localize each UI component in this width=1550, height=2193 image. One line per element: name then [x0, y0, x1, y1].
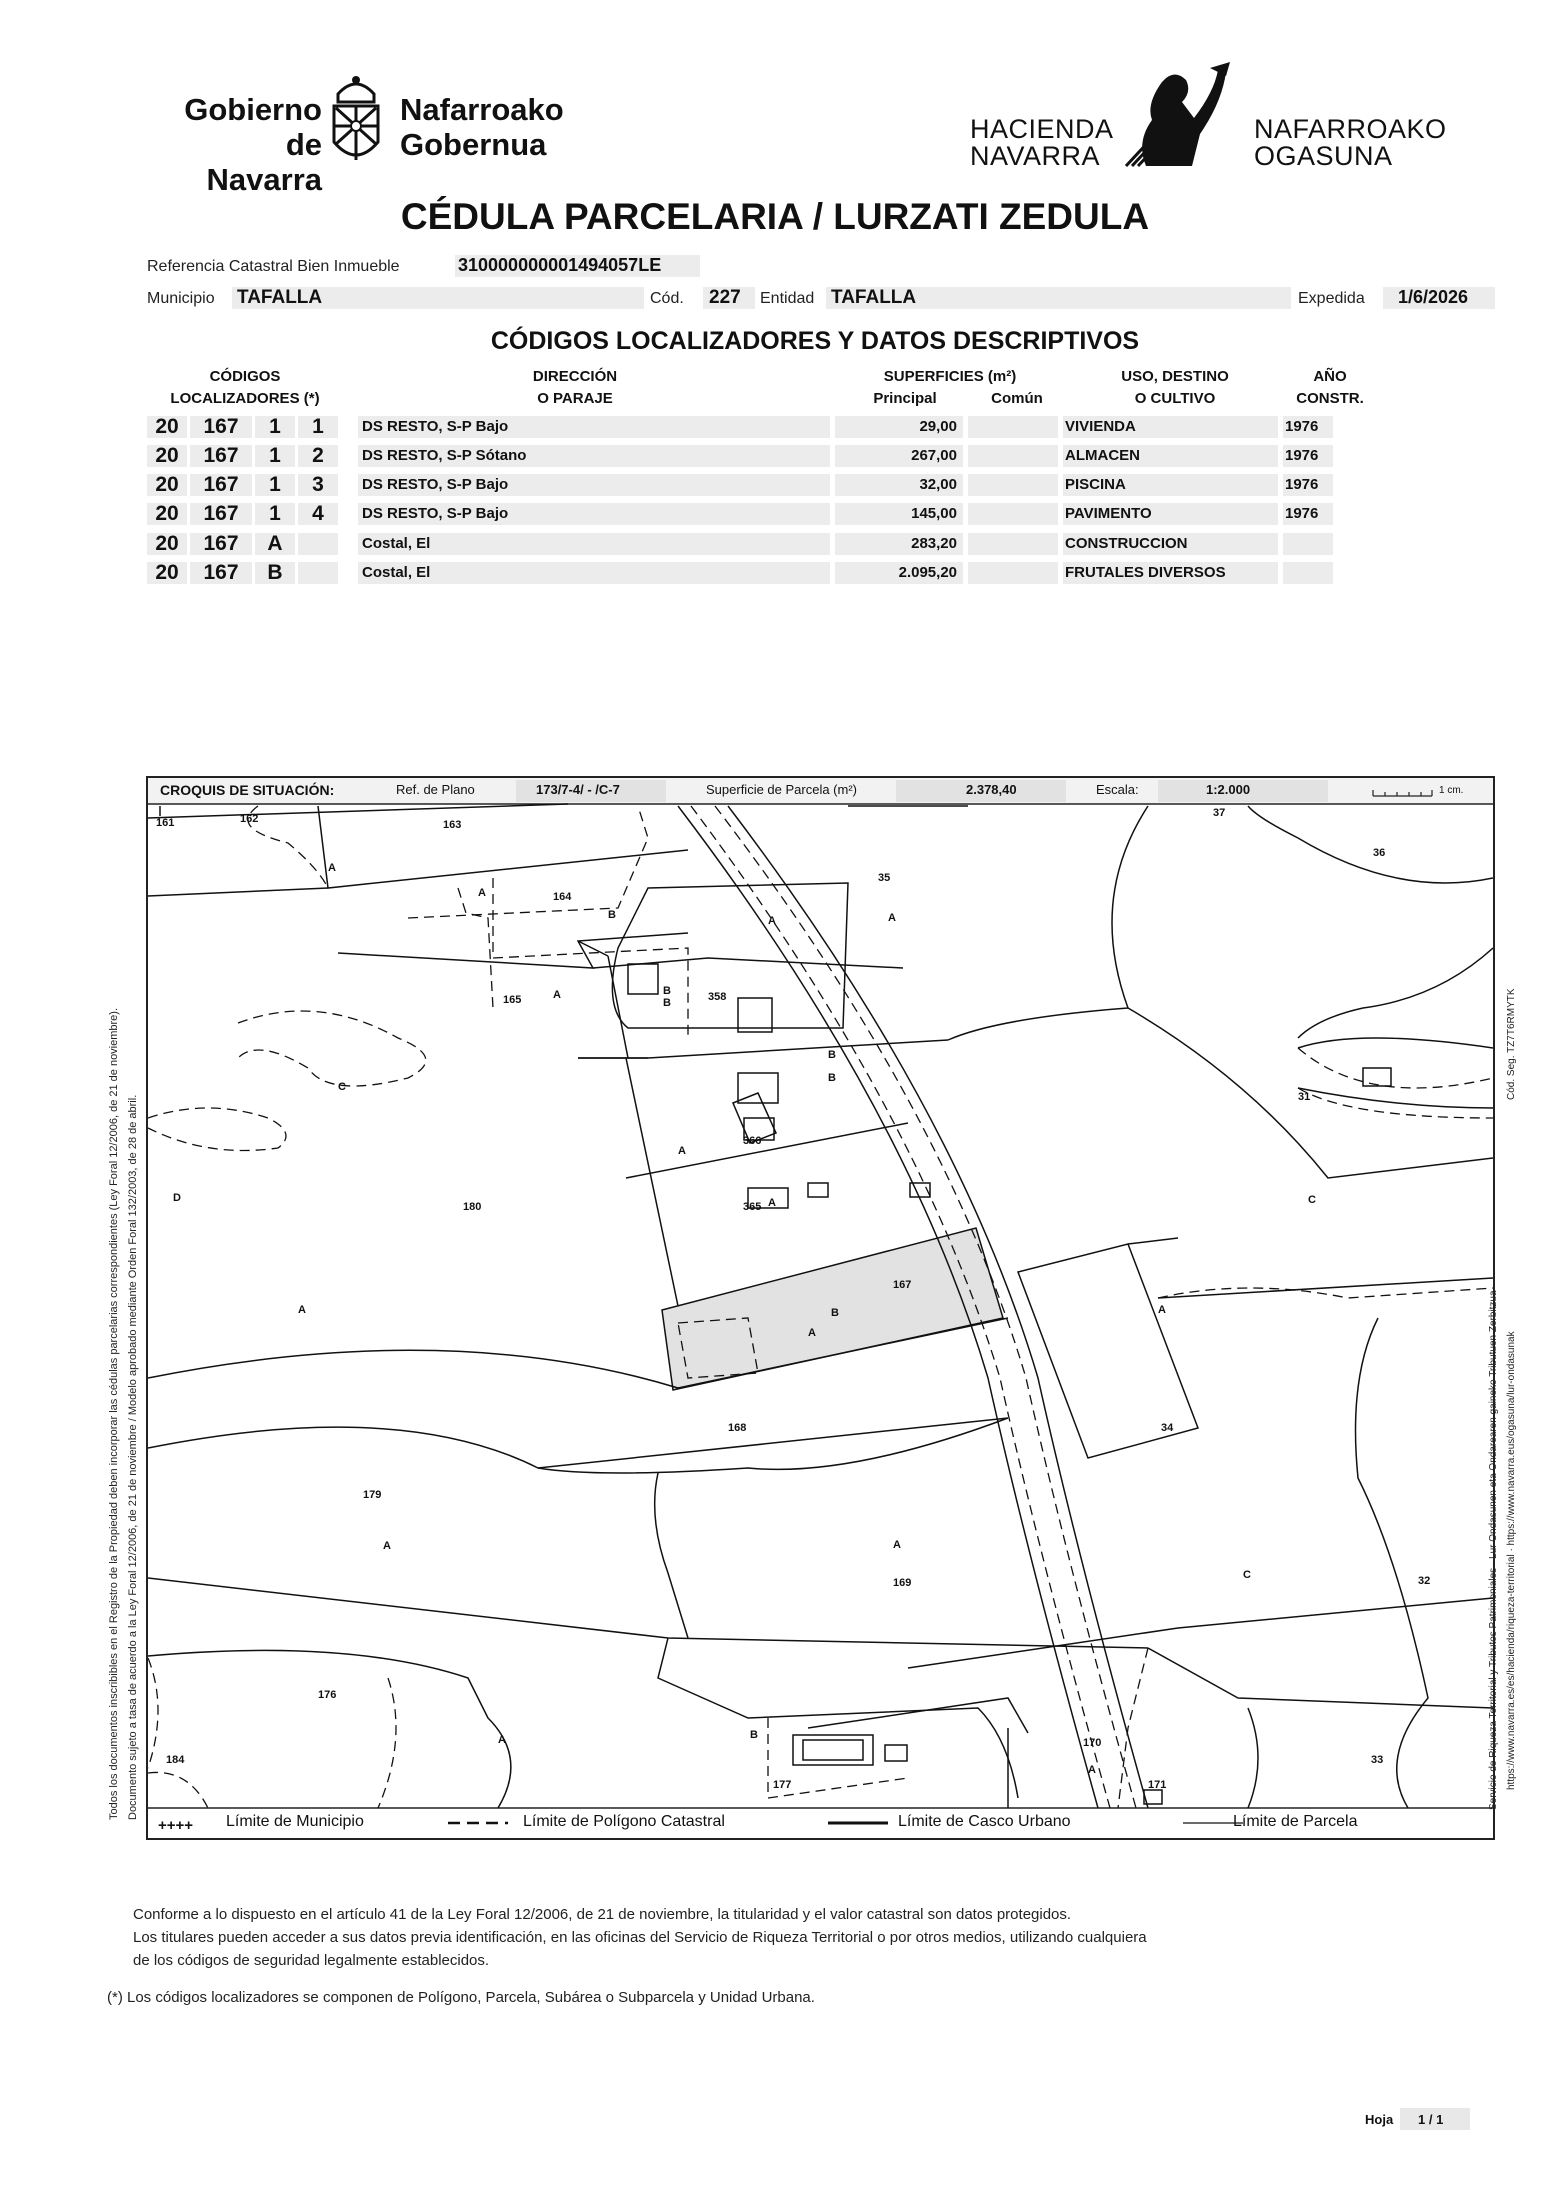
map-label: A	[328, 862, 336, 874]
map-label: D	[173, 1192, 181, 1204]
map-label: 179	[363, 1489, 382, 1501]
map-label: B	[608, 909, 616, 921]
entidad-value: TAFALLA	[831, 287, 917, 308]
map-label: 176	[318, 1689, 337, 1701]
table-cell-anio: 1976	[1283, 416, 1333, 438]
croquis-label: CROQUIS DE SITUACIÓN:	[160, 782, 335, 798]
table-cell-principal: 267,00	[835, 445, 963, 467]
table-cell-c3: 1	[255, 445, 295, 467]
header-anio-line1: AÑO	[1313, 368, 1347, 385]
hacienda-line-2: NAVARRA	[970, 141, 1101, 171]
table-cell-principal: 283,20	[835, 533, 963, 555]
footnote: (*) Los códigos localizadores se componen de Polígono, Parcela, Subárea o Subparcela y Unidad Urbana.	[107, 1989, 815, 2006]
cod-label: Cód.	[650, 290, 684, 307]
table-cell-c1: 20	[147, 503, 187, 525]
table-cell-comun	[968, 416, 1058, 438]
table-cell-c1: 20	[147, 533, 187, 555]
map-label: C	[1308, 1194, 1316, 1206]
section-subtitle: CÓDIGOS LOCALIZADORES Y DATOS DESCRIPTIVOS	[490, 327, 1140, 355]
table-cell-anio	[1283, 533, 1333, 555]
gov-line-3: Nafarroako	[400, 92, 564, 127]
legend-casco: Límite de Casco Urbano	[898, 1813, 1071, 1830]
map-label: 161	[156, 817, 175, 829]
table-cell-anio: 1976	[1283, 474, 1333, 496]
hoja-value: 1 / 1	[1418, 2112, 1444, 2127]
map-label: B	[828, 1049, 836, 1061]
table-cell-dir: DS RESTO, S-P Bajo	[358, 503, 830, 525]
table-cell-anio: 1976	[1283, 445, 1333, 467]
table-cell-c4	[298, 533, 338, 555]
map-label: 36	[1373, 847, 1386, 859]
hacienda-text-es	[970, 116, 1114, 170]
header-uso-line2: O CULTIVO	[1134, 390, 1216, 407]
municipio-label: Municipio	[147, 290, 215, 307]
expedida-value: 1/6/2026	[1398, 287, 1469, 307]
table-cell-c2: 167	[190, 533, 252, 555]
hacienda-line-1: HACIENDA	[970, 114, 1114, 144]
header-superficies: SUPERFICIES (m²)	[883, 368, 1017, 385]
map-label: A	[768, 915, 776, 927]
map-label: 169	[893, 1577, 912, 1589]
ref-value: 310000000001494057LE	[458, 255, 662, 275]
hoja-label: Hoja	[1365, 2112, 1394, 2127]
table-cell-c4: 3	[298, 474, 338, 496]
map-label: 168	[728, 1422, 747, 1434]
map-label: A	[1088, 1764, 1096, 1776]
table-cell-c3: B	[255, 562, 295, 584]
scalebar-label: 1 cm.	[1439, 785, 1464, 796]
table-cell-principal: 29,00	[835, 416, 963, 438]
side-legal-note-1: Todos los documentos inscribibles en el Registro de la Propiedad deben incorporar las cédulas parcelarias correspondientes (Ley Foral 12/2006, de 21 de noviembre).	[108, 1007, 120, 1820]
map-label: A	[808, 1327, 816, 1339]
table-cell-c4: 2	[298, 445, 338, 467]
side-url-note: https://www.navarra.es/es/hacienda/riqueza-territorial · https://www.navarra.eus/ogasuna/lur-ondasunak	[1506, 1331, 1517, 1790]
table-cell-c1: 20	[147, 562, 187, 584]
expedida-label: Expedida	[1298, 290, 1365, 307]
table-cell-c3: 1	[255, 474, 295, 496]
legend-parcela: Límite de Parcela	[1233, 1813, 1358, 1830]
table-cell-comun	[968, 533, 1058, 555]
map-label: 171	[1148, 1779, 1167, 1791]
header-anio	[1285, 366, 1375, 410]
map-label: 365	[743, 1201, 762, 1213]
gov-logo-text-es	[172, 92, 322, 197]
table-cell-c1: 20	[147, 474, 187, 496]
superficie-label: Superficie de Parcela (m²)	[706, 782, 857, 797]
ref-plano-value: 173/7-4/ - /C-7	[536, 782, 620, 797]
table-cell-dir: DS RESTO, S-P Bajo	[358, 416, 830, 438]
side-legal-note-2: Documento sujeto a tasa de acuerdo a la Ley Foral 12/2006, de 21 de noviembre / Modelo aprobado mediante Orden Foral 132/2003, de 28 de abril.	[127, 1094, 139, 1820]
map-label: 163	[443, 819, 462, 831]
map-label: 164	[553, 891, 572, 903]
map-label: 358	[708, 991, 727, 1003]
map-label: B	[831, 1307, 839, 1319]
table-cell-uso: PAVIMENTO	[1063, 503, 1278, 525]
map-label: C	[338, 1081, 346, 1093]
map-label: B	[828, 1072, 836, 1084]
map-label: A	[478, 887, 486, 899]
map-label: 366	[743, 1135, 762, 1147]
legal-note-line-2: Los titulares pueden acceder a sus datos previa identificación, en las oficinas del Servicio de Riqueza Territorial o por otros medios, utilizando cualquiera	[133, 1929, 1147, 1946]
ref-label: Referencia Catastral Bien Inmueble	[147, 258, 400, 275]
hacienda-figure-icon	[1122, 62, 1232, 170]
map-label: 33	[1371, 1754, 1384, 1766]
ref-plano-label: Ref. de Plano	[396, 782, 475, 797]
map-label: 31	[1298, 1091, 1311, 1103]
header-direccion-line2: O PARAJE	[537, 390, 613, 407]
gobierno-navarra-logo	[145, 72, 575, 197]
superficie-value: 2.378,40	[966, 782, 1017, 797]
gov-line-4: Gobernua	[400, 127, 547, 162]
table-cell-c2: 167	[190, 474, 252, 496]
header-direccion	[425, 366, 725, 410]
legal-note-line-3: de los códigos de seguridad legalmente establecidos.	[133, 1952, 490, 1969]
table-cell-comun	[968, 562, 1058, 584]
map-label: A	[383, 1540, 391, 1552]
gov-line-2: de Navarra	[206, 127, 322, 197]
table-cell-uso: FRUTALES DIVERSOS	[1063, 562, 1278, 584]
table-cell-uso: VIVIENDA	[1063, 416, 1278, 438]
table-cell-uso: PISCINA	[1063, 474, 1278, 496]
map-label: A	[553, 989, 561, 1001]
map-label: B	[663, 997, 671, 1009]
table-cell-c2: 167	[190, 416, 252, 438]
table-cell-c1: 20	[147, 416, 187, 438]
table-cell-dir: Costal, El	[358, 533, 830, 555]
map-canvas	[148, 778, 1493, 1838]
table-cell-comun	[968, 474, 1058, 496]
table-cell-c3: A	[255, 533, 295, 555]
map-label: 177	[773, 1779, 792, 1791]
table-cell-c1: 20	[147, 445, 187, 467]
table-cell-comun	[968, 445, 1058, 467]
table-cell-c4: 4	[298, 503, 338, 525]
table-cell-c3: 1	[255, 503, 295, 525]
escala-value: 1:2.000	[1206, 782, 1251, 797]
map-label: 184	[166, 1754, 185, 1766]
header-codigos-line1: CÓDIGOS	[209, 368, 281, 385]
hacienda-line-4: OGASUNA	[1254, 141, 1393, 171]
map-label: 170	[1083, 1737, 1102, 1749]
table-cell-c2: 167	[190, 445, 252, 467]
side-security-code: Cód. Seg. TZ7T6RMYTK	[1506, 988, 1517, 1100]
table-cell-dir: Costal, El	[358, 562, 830, 584]
side-service-note: Servicio de Riqueza Territorial y Tributos Patrimoniales · Lur Ondasunen eta Ondarearen gaineko Tributuen Zerbitzua	[1488, 1290, 1499, 1810]
legal-notes	[133, 1903, 1147, 1972]
map-label: 165	[503, 994, 522, 1006]
table-cell-uso: ALMACEN	[1063, 445, 1278, 467]
table-cell-uso: CONSTRUCCION	[1063, 533, 1278, 555]
header-codigos	[150, 366, 340, 410]
cod-value: 227	[709, 287, 741, 308]
header-codigos-line2: LOCALIZADORES (*)	[170, 390, 320, 407]
map-label: B	[750, 1729, 758, 1741]
table-cell-c4: 1	[298, 416, 338, 438]
header-anio-line2: CONSTR.	[1296, 390, 1364, 407]
legend-municipio: Límite de Municipio	[226, 1813, 364, 1830]
navarra-coat-of-arms-icon	[328, 72, 384, 168]
map-label: A	[888, 912, 896, 924]
map-label: 37	[1213, 807, 1226, 819]
legal-note-line-1: Conforme a lo dispuesto en el artículo 41 de la Ley Foral 12/2006, de 21 de noviembre, la titularidad y el valor catastral son datos protegidos.	[133, 1906, 1072, 1923]
escala-label: Escala:	[1096, 782, 1139, 797]
table-cell-dir: DS RESTO, S-P Bajo	[358, 474, 830, 496]
map-label: 34	[1161, 1422, 1174, 1434]
situation-map	[146, 776, 1495, 1840]
map-label: C	[1243, 1569, 1251, 1581]
hacienda-text-eu	[1254, 116, 1447, 170]
map-label: A	[678, 1145, 686, 1157]
gov-line-1: Gobierno	[184, 92, 322, 127]
header-uso	[1075, 366, 1275, 410]
map-label: 35	[878, 872, 891, 884]
table-cell-principal: 145,00	[835, 503, 963, 525]
table-cell-comun	[968, 503, 1058, 525]
map-label: A	[298, 1304, 306, 1316]
hacienda-navarra-logo	[970, 62, 1450, 172]
table-cell-anio: 1976	[1283, 503, 1333, 525]
header-direccion-line1: DIRECCIÓN	[532, 368, 618, 385]
map-label: B	[663, 985, 671, 997]
map-label: 162	[240, 813, 259, 825]
table-cell-principal: 32,00	[835, 474, 963, 496]
table-cell-c2: 167	[190, 503, 252, 525]
municipio-value: TAFALLA	[237, 287, 323, 308]
table-cell-dir: DS RESTO, S-P Sótano	[358, 445, 830, 467]
entidad-label: Entidad	[760, 290, 815, 307]
map-label: A	[768, 1197, 776, 1209]
table-cell-c3: 1	[255, 416, 295, 438]
table-cell-principal: 2.095,20	[835, 562, 963, 584]
legend-poligono: Límite de Polígono Catastral	[523, 1813, 725, 1830]
document-title: CÉDULA PARCELARIA / LURZATI ZEDULA	[400, 196, 1150, 237]
table-cell-c2: 167	[190, 562, 252, 584]
header-comun: Común	[991, 390, 1043, 407]
table-cell-c4	[298, 562, 338, 584]
map-label: 167	[893, 1279, 912, 1291]
header-principal: Principal	[873, 390, 937, 407]
map-label: A	[1158, 1304, 1166, 1316]
gov-logo-text-eu	[400, 92, 564, 162]
map-label: A	[893, 1539, 901, 1551]
map-label: 180	[463, 1201, 482, 1213]
header-uso-line1: USO, DESTINO	[1121, 368, 1229, 385]
map-label: A	[498, 1734, 506, 1746]
map-label: 32	[1418, 1575, 1431, 1587]
legend-municipio-symbol: ++++	[158, 1817, 194, 1834]
hacienda-line-3: NAFARROAKO	[1254, 114, 1447, 144]
table-cell-anio	[1283, 562, 1333, 584]
